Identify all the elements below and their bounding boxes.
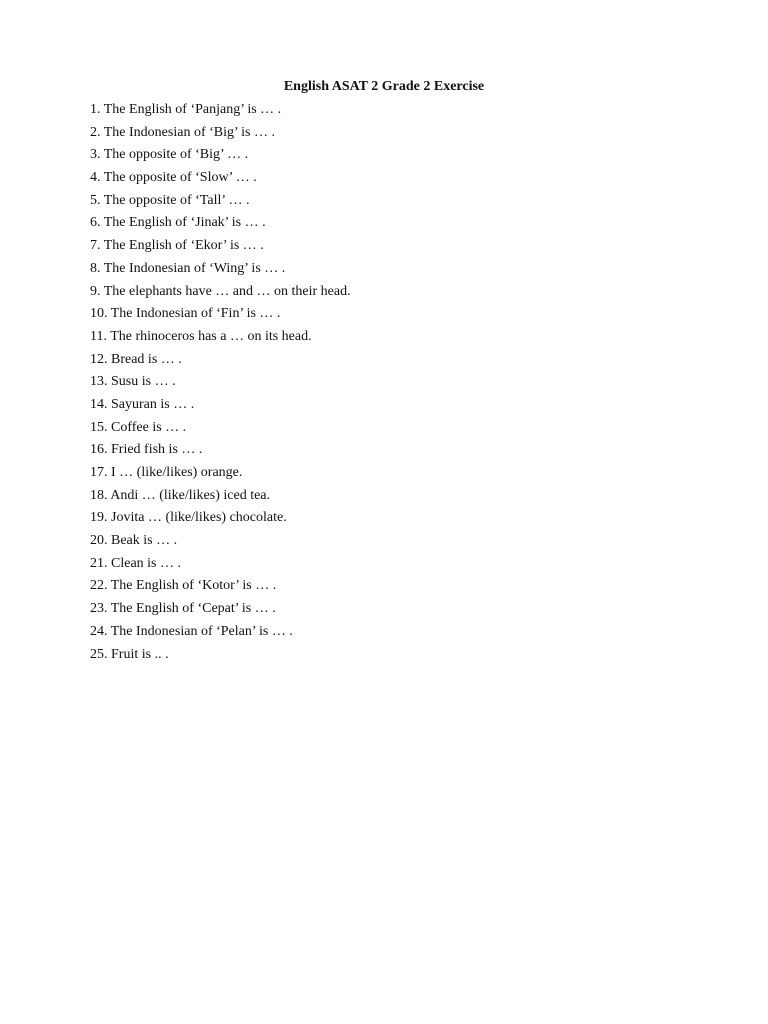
question-item: 19. Jovita … (like/likes) chocolate.	[90, 510, 287, 526]
question-item: 17. I … (like/likes) orange.	[90, 465, 243, 480]
question-item: 21. Clean is … .	[90, 555, 181, 571]
question-item: 9. The elephants have … and … on their head.	[90, 283, 351, 299]
question-item: 18. Andi … (like/likes) iced tea.	[90, 487, 271, 503]
document-title: English ASAT 2 Grade 2 Exercise	[283, 79, 485, 94]
question-item: 12. Bread is … .	[90, 351, 182, 367]
question-item: 24. The Indonesian of ‘Pelan’ is … .	[90, 623, 293, 639]
question-item: 2. The Indonesian of ‘Big’ is … .	[90, 124, 275, 140]
question-item: 22. The English of ‘Kotor’ is … .	[90, 578, 277, 594]
question-item: 15. Coffee is … .	[90, 419, 187, 435]
question-item: 13. Susu is … .	[90, 374, 176, 390]
question-item: 7. The English of ‘Ekor’ is … .	[90, 238, 264, 254]
question-item: 5. The opposite of ‘Tall’ … .	[90, 192, 250, 208]
question-list	[90, 99, 351, 666]
question-item: 3. The opposite of ‘Big’ … .	[90, 147, 249, 163]
question-item: 25. Fruit is .. .	[90, 646, 169, 662]
question-item: 23. The English of ‘Cepat’ is … .	[90, 601, 276, 617]
question-item: 10. The Indonesian of ‘Fin’ is … .	[90, 306, 281, 322]
question-item: 1. The English of ‘Panjang’ is … .	[90, 102, 282, 117]
question-item: 8. The Indonesian of ‘Wing’ is … .	[90, 260, 286, 276]
question-item: 4. The opposite of ‘Slow’ … .	[90, 170, 257, 186]
question-item: 6. The English of ‘Jinak’ is … .	[90, 215, 266, 231]
question-item: 14. Sayuran is … .	[90, 396, 195, 412]
question-item: 20. Beak is … .	[90, 533, 178, 549]
question-item: 16. Fried fish is … .	[90, 442, 203, 458]
question-item: 11. The rhinoceros has a … on its head.	[90, 328, 312, 344]
